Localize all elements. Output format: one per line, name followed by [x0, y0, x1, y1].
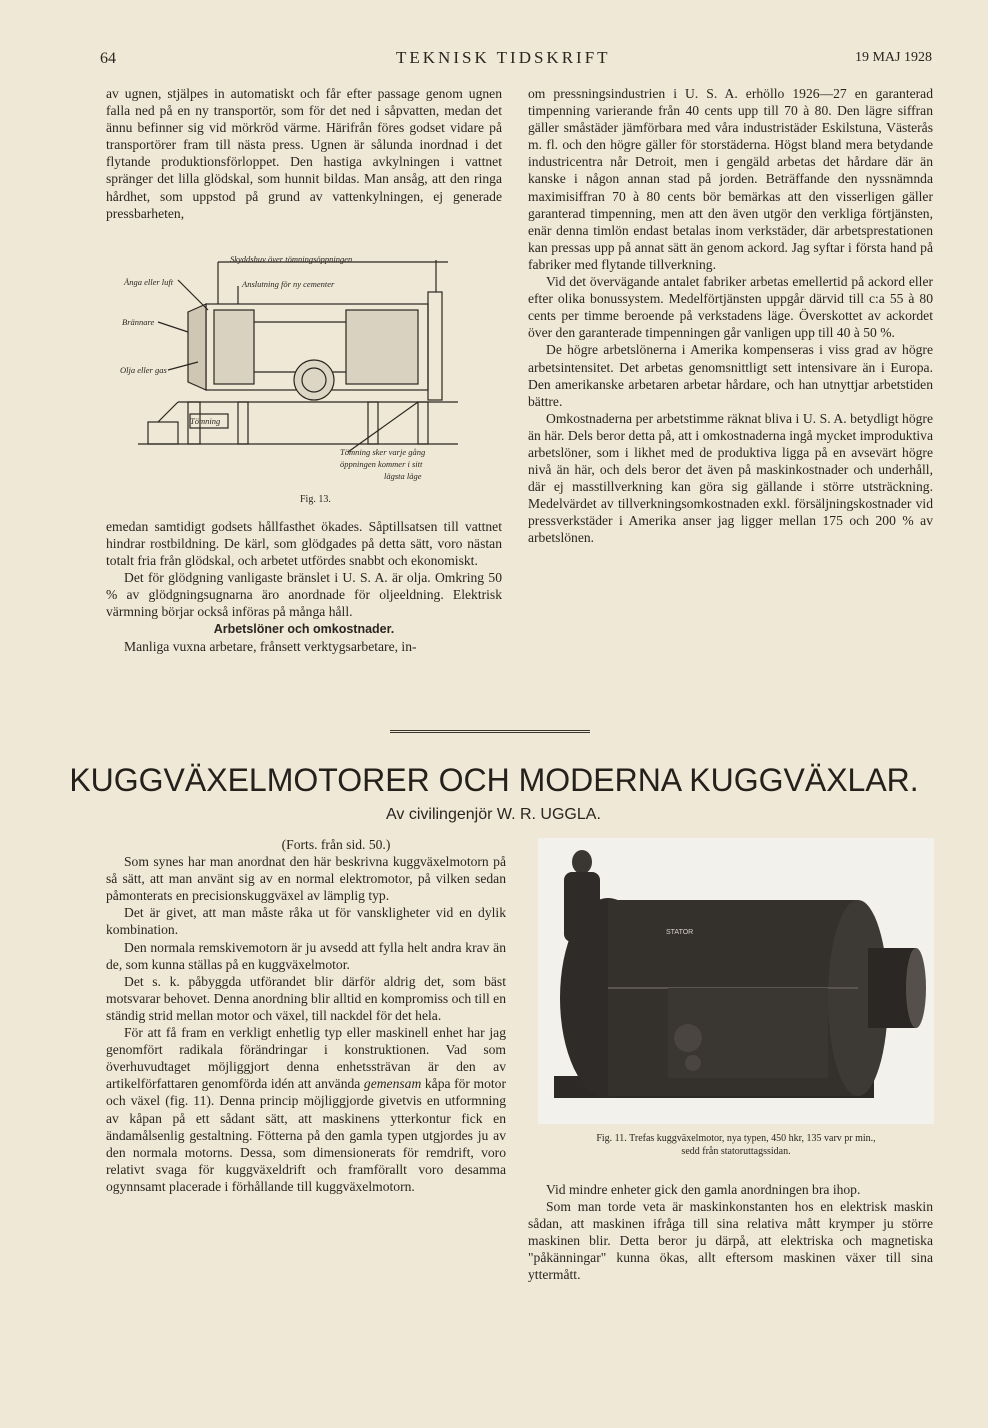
paragraph: emedan samtidigt godsets hållfasthet ökades. Såptillsatsen till vattnet hindrar rostbildning. De kärl, som glödgades på detta sätt, voro nästan totalt fria från glödskal, och arbetet utfördes snabbt och ekonomiskt.	[106, 519, 502, 569]
paragraph: Som synes har man anordnat den här beskrivna kuggväxelmotorn på så sätt, att man använt sig av en normal elektromotor, på vilken sedan påmonterats en precisionskuggväxel av lämplig typ.	[106, 854, 506, 904]
paragraph: av ugnen, stjälpes in automatiskt och får efter passage genom ugnen falla ned på en ny transportör, som för det ned i såpvatten, medan det ännu befinner sig vid mörkröd värme. Härifrån föres godset vidare på transportörer fram till nästa press. Ugnen är sålunda inordnad i det flytande produktionsförloppet. Den hastiga avkylningen i vattnet spränger det lilla glödskal, som hunnit bildas. Man ansåg, att den ringa hårdhet, som uppstod på grund av vattenkylningen, ej generade pressbarheten,	[106, 86, 502, 221]
paragraph: Manliga vuxna arbetare, frånsett verktygsarbetare, in-	[124, 638, 417, 654]
label-olja: Olja eller gas	[120, 365, 167, 375]
left-column-top	[106, 85, 502, 222]
label-bottom-2: öppningen kommer i sitt	[340, 459, 423, 469]
label-anslutning: Anslutning för ny cementer	[242, 279, 335, 289]
paragraph: Det s. k. påbyggda utförandet blir därför aldrig det, som bäst motsvarar behovet. Denna anordning blir alltid en kompromiss och till en ständig strid mellan motor och växel, till nackdel för det hela.	[106, 973, 506, 1023]
byline-prefix: Av civilingenjör	[386, 806, 493, 823]
paragraph: Omkostnaderna per arbetstimme räknat bliva i U. S. A. betydligt högre än här. Dels beror detta på, att i omkostnaderna ingå mycket improduktiva arbetslöner, som i likhet med de produktiva ligga på en avsevärt högre nivå än här, och dels beror det även på maskinkostnader och underhåll, där ej masstillverkning kan göra sig gällande i större utsträckning. Medelvärdet av tillverkningsomkostnaden exkl. försäljningskostnader vid pressverkstäder i Amerika anser jag ligger mellan 175 och 200 % av arbetslönen.	[528, 410, 933, 546]
paragraph: Vid mindre enheter gick den gamla anordningen bra ihop.	[546, 1182, 861, 1197]
paragraph: Den normala remskivemotorn är ju avsedd att fylla helt andra krav än de, som kunna ställas på en kuggväxelmotor.	[106, 939, 506, 972]
stator-label: STATOR	[666, 929, 694, 936]
author: W. R. UGGLA.	[496, 806, 601, 823]
paragraph: För att få fram en verkligt enhetlig typ eller maskinell enhet har jag genomfört radikala förändringar i konstruktionen. Vad som överhuvudtaget möjliggjort denna enhetssträvan är den av artikelförfattaren genomförda idén att använda gemensam kåpa för motor och växel (fig. 11). Denna princip möjliggjorde givetvis en utformning av kåpan på ett sådant sätt, att maskinens ytterkontur fick en ändamålsenlig gestaltning. Fötterna på den gamla typen utgjordes ju av den normala motorns. Dessa, som dimensionerats för remdrift, voro relativt svaga för kuggväxeldrift och framförallt voro desamma ogynnsamt placerade i förhållande till kuggväxelmotorn.	[106, 1025, 506, 1194]
issue-date: 19 MAJ 1928	[854, 50, 932, 65]
label-bottom-3: lägsta läge	[384, 471, 422, 481]
label-brannare: Brännare	[122, 317, 155, 327]
section-divider	[390, 730, 590, 733]
byline	[386, 806, 601, 824]
motor-photo	[538, 838, 934, 1124]
paragraph: om pressningsindustrien i U. S. A. erhöllo 1926—27 en garanterad timpenning varierande från 40 cents upp till 70 à 80. Den lägre siffran gäller småstäder jämförbara med våra industristäder Eskilstuna, Västerås m. fl. och den högre gäller för storstäderna. Högst bland mera betydande industricentra når Detroit, men i gengäld arbetas det hårdare där än kanske i någon annan stad på jorden. Beträffande den nyssnämnda maximisiffran 70 à 80 cents bör bemärkas att den visserligen gäller garanterad timpenning, men att den även utgör den verkliga förtjänsten, enär denna timlön endast betalas inom verkstäder, där arbetsprestationen kan pressas upp på annat sätt än genom ackord. Jag syftar i första hand på fabriker med flytande tillverkning.	[528, 86, 933, 272]
paragraph: Som man torde veta är maskinkonstanten hos en elektrisk maskin sådan, att maskinen ifråga till sina relativa mått krymper ju större maskinen blir. Detta beror ju därpå, att elektriska och magnetiska "påkänningar" kunna ökas, allt eftersom maskinen växer till sina yttermått.	[528, 1199, 933, 1283]
figure-11-caption	[538, 1132, 934, 1158]
journal-name: TEKNISK TIDSKRIFT	[396, 48, 611, 67]
left-column-bottom	[106, 518, 502, 655]
label-tomning: Tömning	[190, 416, 221, 426]
figure-13-caption: Fig. 13.	[300, 494, 331, 505]
right-column-top	[528, 85, 933, 547]
label-skyddshuv: Skyddshuv över tömningsöppningen	[230, 254, 353, 264]
caption-line-1: Fig. 11. Trefas kuggväxelmotor, nya typen, 450 hkr, 135 varv pr min.,	[596, 1133, 876, 1144]
paragraph: Vid det övervägande antalet fabriker arbetas emellertid på ackord eller efter olika bonussystem. Medelförtjänsten uppgår därvid till c:a 55 à 80 cents per timme beroende på verkstadens läge. Överskottet av ackordet över den garanterade timpenningen går vanligen upp till 40 à 50 %.	[528, 274, 933, 341]
paragraph: Det är givet, att man måste råka ut för vanskligheter vid en dylik kombination.	[106, 905, 506, 938]
label-anga: Ånga eller luft	[124, 277, 174, 287]
article-right-column	[528, 1181, 933, 1284]
continuation-note: (Forts. från sid. 50.)	[281, 837, 391, 852]
page-header	[100, 48, 932, 72]
paragraph: De högre arbetslönerna i Amerika kompenseras i viss grad av högre arbetsintensitet. Det arbetas genomsnittligt sett intensivare än i Europa. Den amerikanske arbetaren arbetar hårdare, och han utnyttjar arbetstiden bättre.	[528, 342, 933, 409]
article-left-column	[106, 836, 506, 1195]
label-bottom-1: Tömning sker varje gång	[340, 447, 426, 457]
article-title: KUGGVÄXELMOTORER OCH MODERNA KUGGVÄXLAR.	[69, 762, 919, 798]
page-number: 64	[100, 50, 116, 67]
furnace-diagram	[118, 252, 510, 502]
section-heading: Arbetslöner och omkostnader.	[213, 621, 395, 636]
paragraph: Det för glödgning vanligaste bränslet i U. S. A. är olja. Omkring 50 % av glödgningsugnarna äro anordnade för oljeeldning. Elektrisk värmning börjar också införas på många håll.	[106, 570, 502, 620]
caption-line-2: sedd från statoruttagssidan.	[681, 1146, 791, 1157]
